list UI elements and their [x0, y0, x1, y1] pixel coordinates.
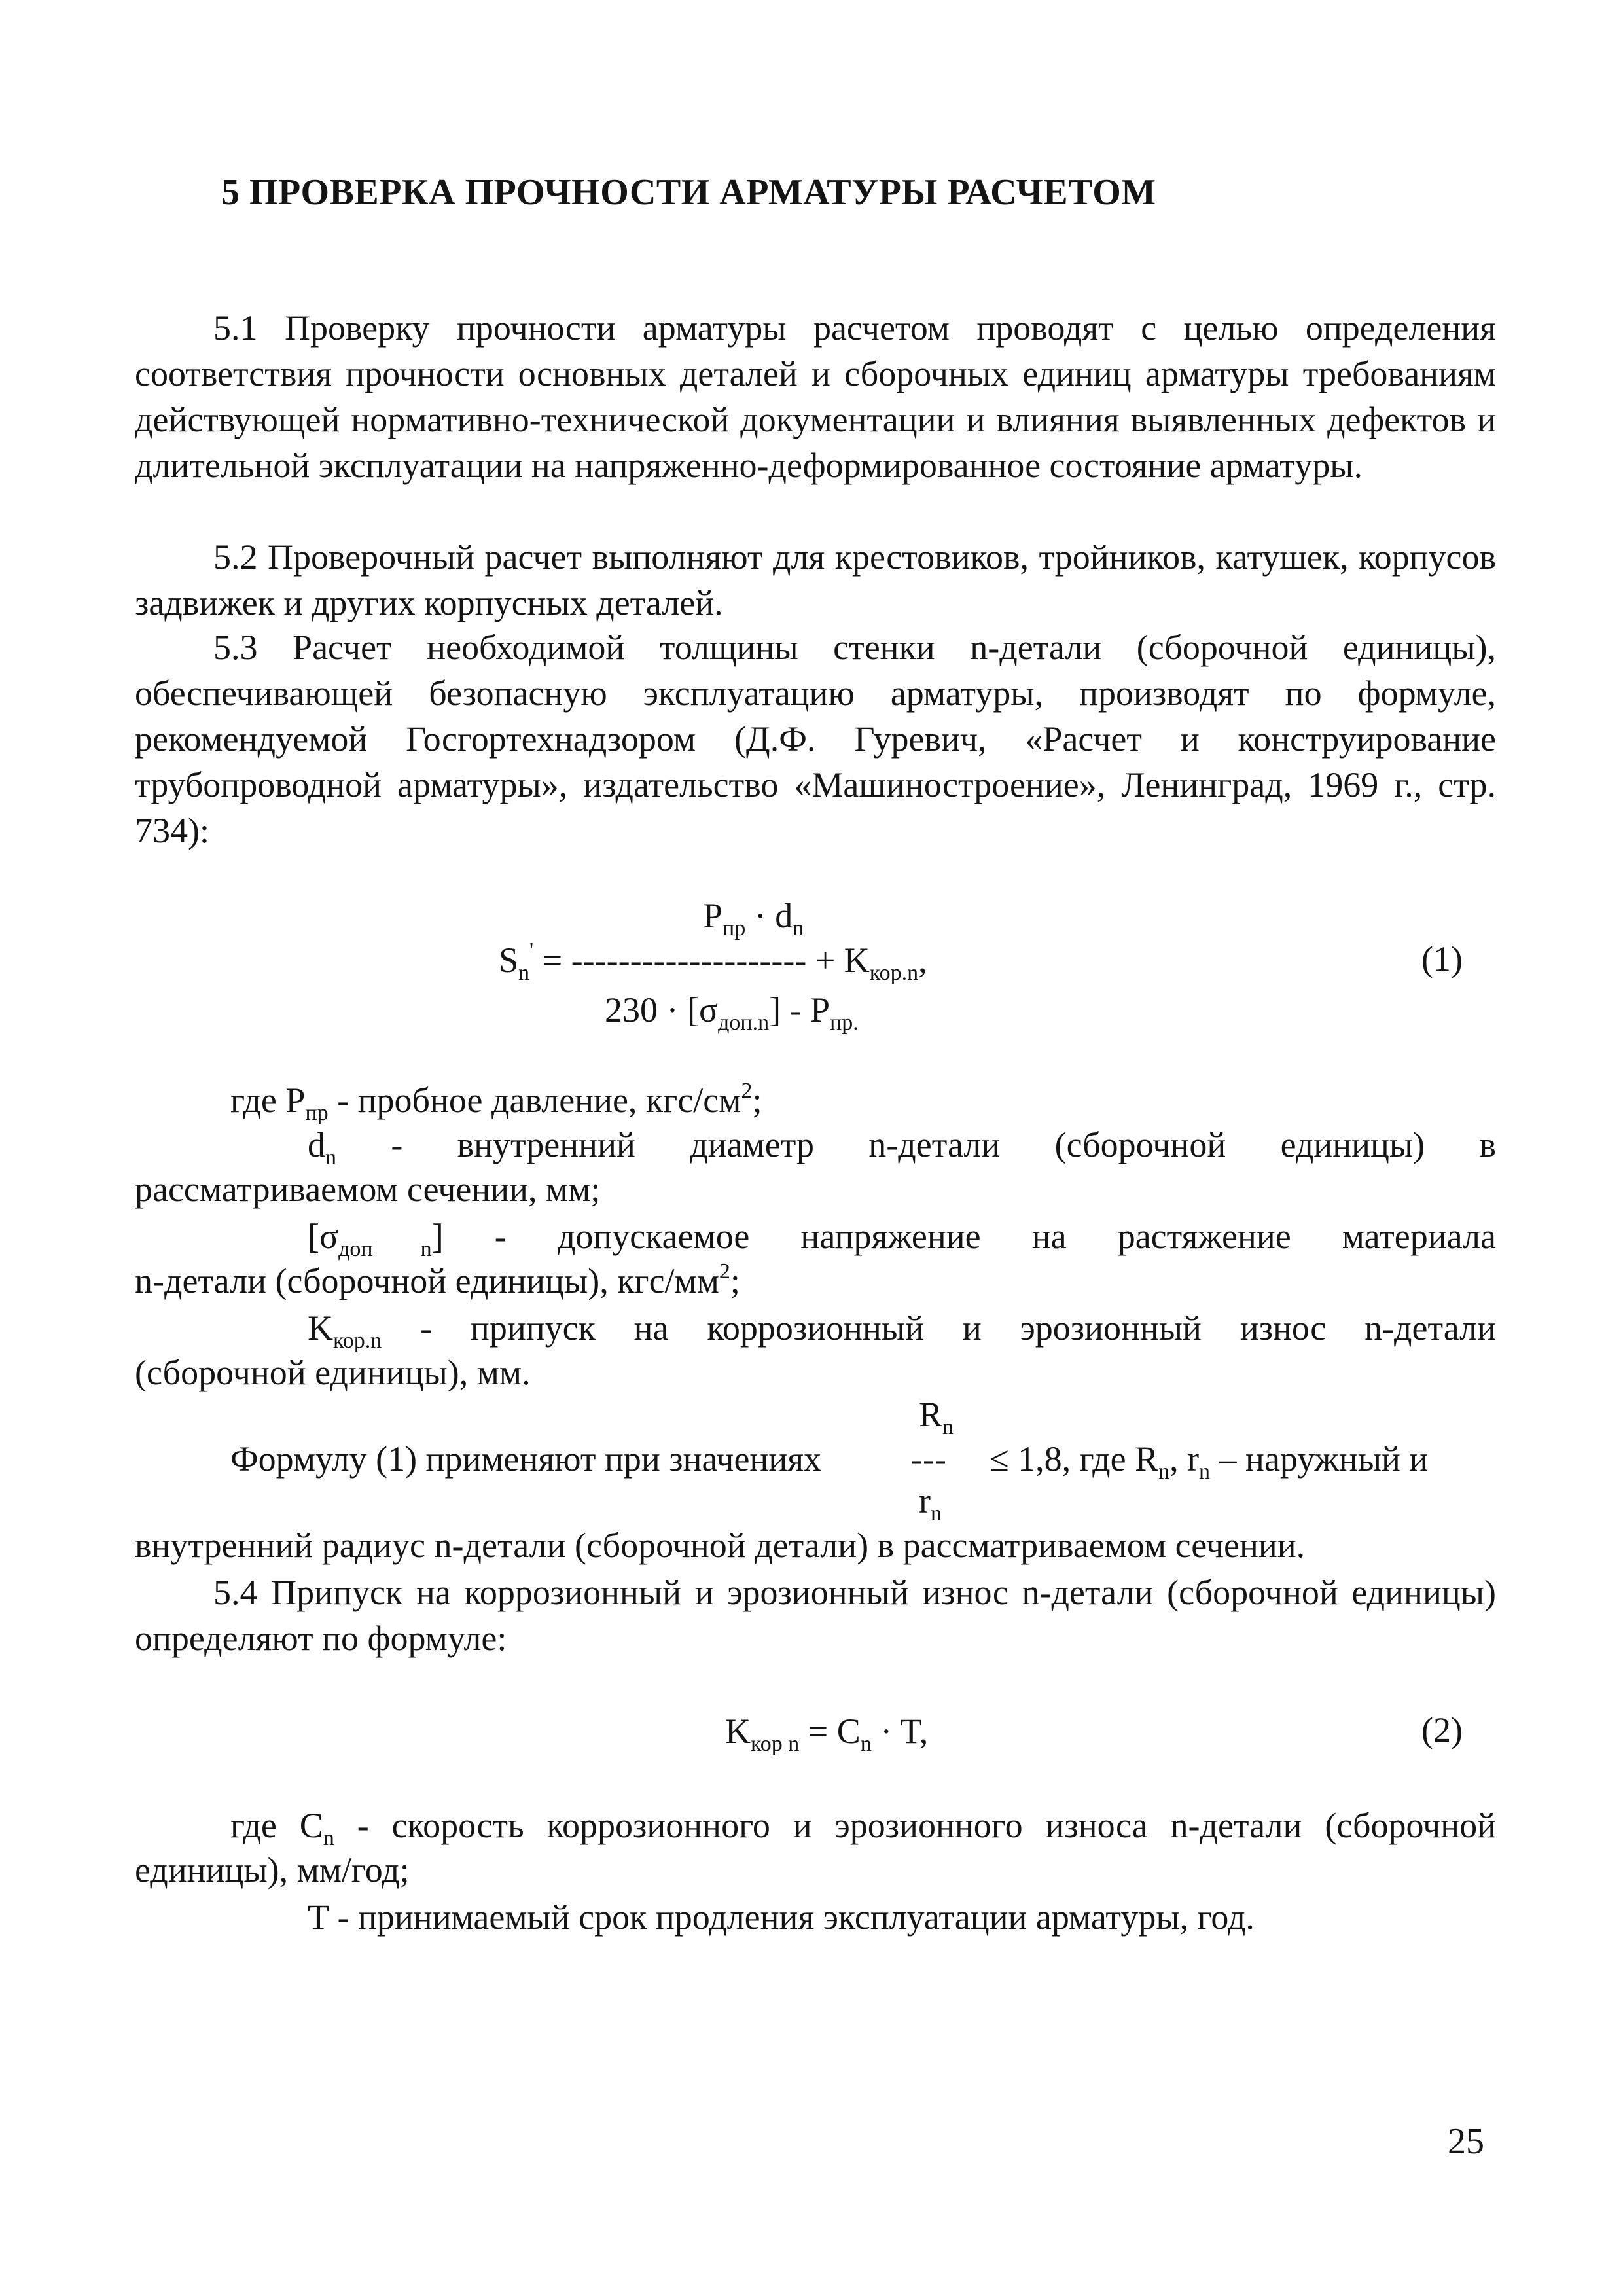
paragraph-5-2-text: 5.2 Проверочный расчет выполняют для крестовиков, тройников, катушек, корпусов задвижек и других корпусных деталей. — [135, 537, 1496, 622]
condition-tail: ≤ 1,8, где $R_n$, $r_n$ – наружный и — [990, 1439, 1429, 1484]
formula-1-denominator: $230 \cdot [\sigma_{доп.n}] - P_{пр.}$ — [605, 990, 859, 1035]
where-2-line-2: единицы), мм/год; — [135, 1850, 410, 1890]
paragraph-5-2 — [135, 534, 1496, 626]
where-1-line-5: n-детали (сборочной единицы), кгс/$мм^2$; — [135, 1259, 740, 1300]
paragraph-5-3-text: 5.3 Расчет необходимой толщины стенки n-детали (сборочной единицы), обеспечивающей безопасную эксплуатацию арматуры, производят по формуле, рекомендуемой Госгортехнадзором (Д.Ф. Гуревич, «Расчет и конструирование трубопроводной арматуры», издательство «Машиностроение», Ленинград, 1969 г., стр. 734): — [135, 628, 1496, 850]
page-number: 25 — [1448, 2121, 1484, 2162]
formula-1-numerator: $P_{пр} \cdot d_n$ — [703, 896, 804, 941]
fraction-bar: -------------------- — [571, 941, 807, 980]
where-1-line-2: $d_n$ - внутренний диаметр n-детали (сборочной единицы) в — [308, 1125, 1496, 1170]
where-1-line-3: рассматриваемом сечении, мм; — [135, 1170, 601, 1209]
paragraph-5-3 — [135, 624, 1496, 853]
condition-fraction-bar: --- — [911, 1439, 946, 1479]
equation-number-1: (1) — [1421, 939, 1463, 978]
where-2-line-1: где $C_n$ - скорость коррозионного и эрозионного износа n-детали (сборочной — [230, 1806, 1497, 1850]
paragraph-5-1 — [135, 305, 1496, 488]
where-1-line-7: (сборочной единицы), мм. — [135, 1353, 531, 1392]
paragraph-5-4-text: 5.4 Припуск на коррозионный и эрозионный износ n-детали (сборочной единицы) определяют по формуле: — [135, 1573, 1496, 1658]
condition-denominator: $r_n$ — [919, 1481, 942, 1526]
where-2-line-3: T - принимаемый срок продления эксплуатации арматуры, год. — [308, 1897, 1255, 1937]
paragraph-5-4 — [135, 1570, 1496, 1661]
where-1-line-1: где $P_{пр}$ - пробное давление, кгс/$см^2$; — [230, 1079, 762, 1125]
equation-number-2: (2) — [1421, 1710, 1463, 1749]
where-1-line-4: $[\sigma_{доп n}]$ - допускаемое напряжение на растяжение материала — [308, 1217, 1496, 1261]
condition-continuation: внутренний радиус n-детали (сборочной детали) в рассматриваемом сечении. — [135, 1526, 1306, 1565]
formula-2: $K_{кор n} = C_n \cdot T$, — [725, 1712, 929, 1756]
section-heading: 5 ПРОВЕРКА ПРОЧНОСТИ АРМАТУРЫ РАСЧЕТОМ — [221, 172, 1156, 213]
condition-numerator: $R_n$ — [919, 1395, 954, 1439]
condition-line: Формулу (1) применяют при значениях — [230, 1439, 822, 1479]
formula-1-main-line: $S_n'$ = -------------------- + $K_{кор.n}$, — [499, 939, 927, 985]
where-1-line-6: $K_{кор.n}$ - припуск на коррозионный и эрозионный износ n-детали — [308, 1308, 1496, 1353]
paragraph-5-1-text: 5.1 Проверку прочности арматуры расчетом проводят с целью определения соответствия прочности основных деталей и сборочных единиц арматуры требованиям действующей нормативно-технической документации и влияния выявленных дефектов и длительной эксплуатации на напряженно-деформированное состояние арматуры. — [135, 308, 1496, 485]
